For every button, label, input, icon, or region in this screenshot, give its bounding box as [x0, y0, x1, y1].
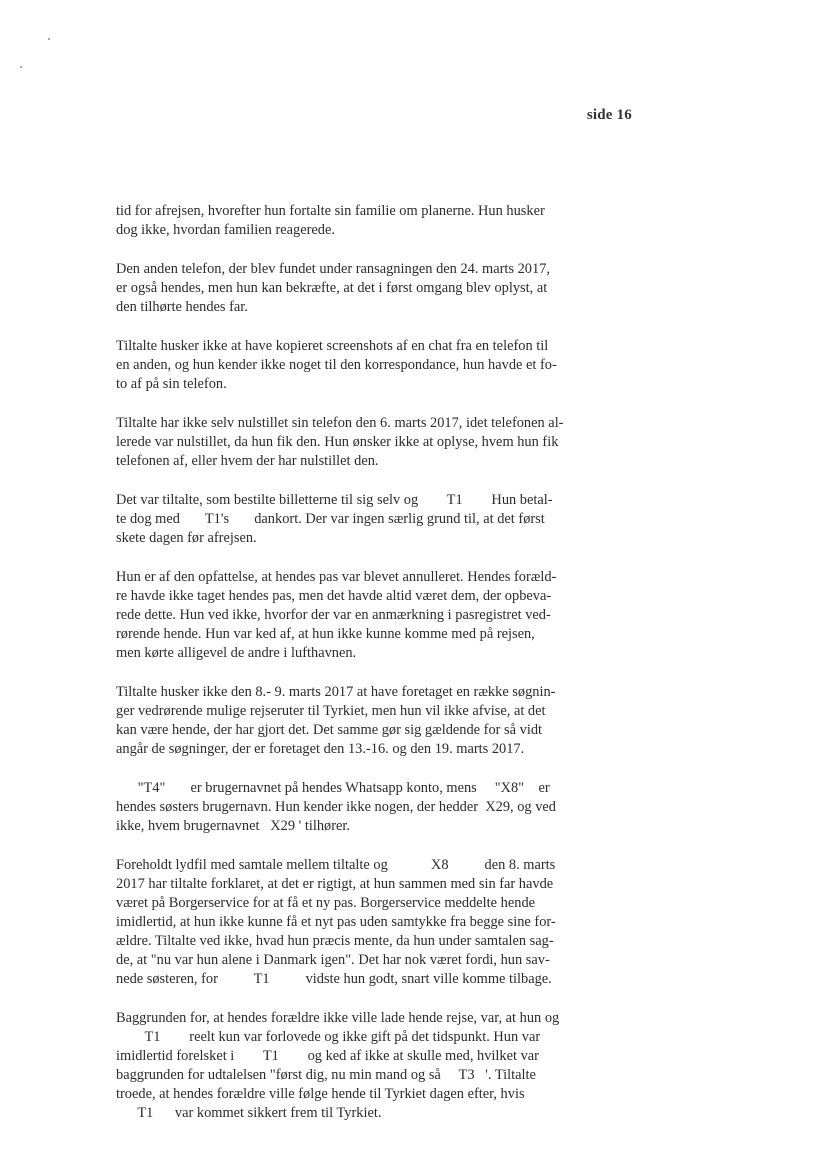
text-line: T1 var kommet sikkert frem til Tyrkiet.	[116, 1105, 382, 1121]
paragraph	[116, 337, 594, 394]
text-line: Hun er af den opfattelse, at hendes pas var blevet annulleret. Hendes foræld-	[116, 569, 557, 585]
paragraph	[116, 568, 594, 663]
paragraph	[116, 779, 594, 836]
paragraph	[116, 1009, 594, 1123]
text-line: angår de søgninger, der er foretaget den 13.-16. og den 19. marts 2017.	[116, 741, 525, 757]
text-line: ældre. Tiltalte ved ikke, hvad hun præcis mente, da hun under samtalen sag-	[116, 933, 554, 949]
text-line: dog ikke, hvordan familien reagerede.	[116, 222, 335, 238]
text-line: telefonen af, eller hvem der har nulstillet den.	[116, 453, 379, 469]
paragraph	[116, 260, 594, 317]
text-line: Foreholdt lydfil med samtale mellem tiltalte og X8 den 8. marts	[116, 857, 556, 873]
text-line: to af på sin telefon.	[116, 376, 227, 392]
text-line: troede, at hendes forældre ville følge hende til Tyrkiet dagen efter, hvis	[116, 1086, 525, 1102]
text-line: nede søsteren, for T1 vidste hun godt, snart ville komme tilbage.	[116, 971, 552, 987]
text-line: er også hendes, men hun kan bekræfte, at det i først omgang blev oplyst, at	[116, 280, 548, 296]
text-line: imidlertid forelsket i T1 og ked af ikke at skulle med, hvilket var	[116, 1048, 539, 1064]
text-line: rede dette. Hun ved ikke, hvorfor der var en anmærkning i pasregistret ved-	[116, 607, 551, 623]
text-line: Tiltalte har ikke selv nulstillet sin telefon den 6. marts 2017, idet telefonen al-	[116, 415, 564, 431]
text-line: den tilhørte hendes far.	[116, 299, 248, 315]
text-line: tid for afrejsen, hvorefter hun fortalte sin familie om planerne. Hun husker	[116, 203, 545, 219]
text-line: "T4" er brugernavnet på hendes Whatsapp konto, mens "X8" er	[116, 780, 550, 796]
text-line: 2017 har tiltalte forklaret, at det er rigtigt, at hun sammen med sin far havde	[116, 876, 554, 892]
text-line: ikke, hvem brugernavnet X29 ' tilhører.	[116, 818, 350, 834]
text-line: skete dagen før afrejsen.	[116, 530, 257, 546]
paragraph	[116, 202, 594, 240]
text-line: Tiltalte husker ikke at have kopieret screenshots af en chat fra en telefon til	[116, 338, 549, 354]
paragraph	[116, 414, 594, 471]
text-line: de, at "nu var hun alene i Danmark igen". Det har nok været fordi, hun sav-	[116, 952, 550, 968]
text-line: te dog med T1's dankort. Der var ingen særlig grund til, at det først	[116, 511, 545, 527]
text-line: imidlertid, at hun ikke kunne få et nyt pas uden samtykke fra begge sine for-	[116, 914, 556, 930]
text-line: men kørte alligevel de andre i lufthavnen.	[116, 645, 357, 661]
body-text	[116, 202, 594, 1143]
text-line: re havde ikke taget hendes pas, men det havde altid været dem, der opbeva-	[116, 588, 552, 604]
text-line: Det var tiltalte, som bestilte billetterne til sig selv og T1 Hun betal-	[116, 492, 553, 508]
page-number: side 16	[586, 107, 632, 123]
text-line: T1 reelt kun var forlovede og ikke gift på det tidspunkt. Hun var	[116, 1029, 541, 1045]
paragraph	[116, 491, 594, 548]
text-line: hendes søsters brugernavn. Hun kender ikke nogen, der hedder X29, og ved	[116, 799, 556, 815]
text-line: Den anden telefon, der blev fundet under ransagningen den 24. marts 2017,	[116, 261, 550, 277]
text-line: været på Borgerservice for at få et ny pas. Borgerservice meddelte hende	[116, 895, 536, 911]
text-line: baggrunden for udtalelsen "først dig, nu min mand og så T3 '. Tiltalte	[116, 1067, 536, 1083]
text-line: Baggrunden for, at hendes forældre ikke ville lade hende rejse, var, at hun og	[116, 1010, 560, 1026]
scan-speck	[48, 38, 50, 40]
paragraph	[116, 856, 594, 989]
paragraph	[116, 683, 594, 759]
text-line: en anden, og hun kender ikke noget til den korrespondance, hun havde et fo-	[116, 357, 557, 373]
scan-speck	[20, 66, 22, 68]
text-line: rørende hende. Hun var ked af, at hun ikke kunne komme med på rejsen,	[116, 626, 535, 642]
text-line: lerede var nulstillet, da hun fik den. Hun ønsker ikke at oplyse, hvem hun fik	[116, 434, 559, 450]
text-line: Tiltalte husker ikke den 8.- 9. marts 2017 at have foretaget en række søgnin-	[116, 684, 556, 700]
text-line: kan være hende, der har gjort det. Det samme gør sig gældende for så vidt	[116, 722, 543, 738]
text-line: ger vedrørende mulige rejseruter til Tyrkiet, men hun vil ikke afvise, at det	[116, 703, 546, 719]
